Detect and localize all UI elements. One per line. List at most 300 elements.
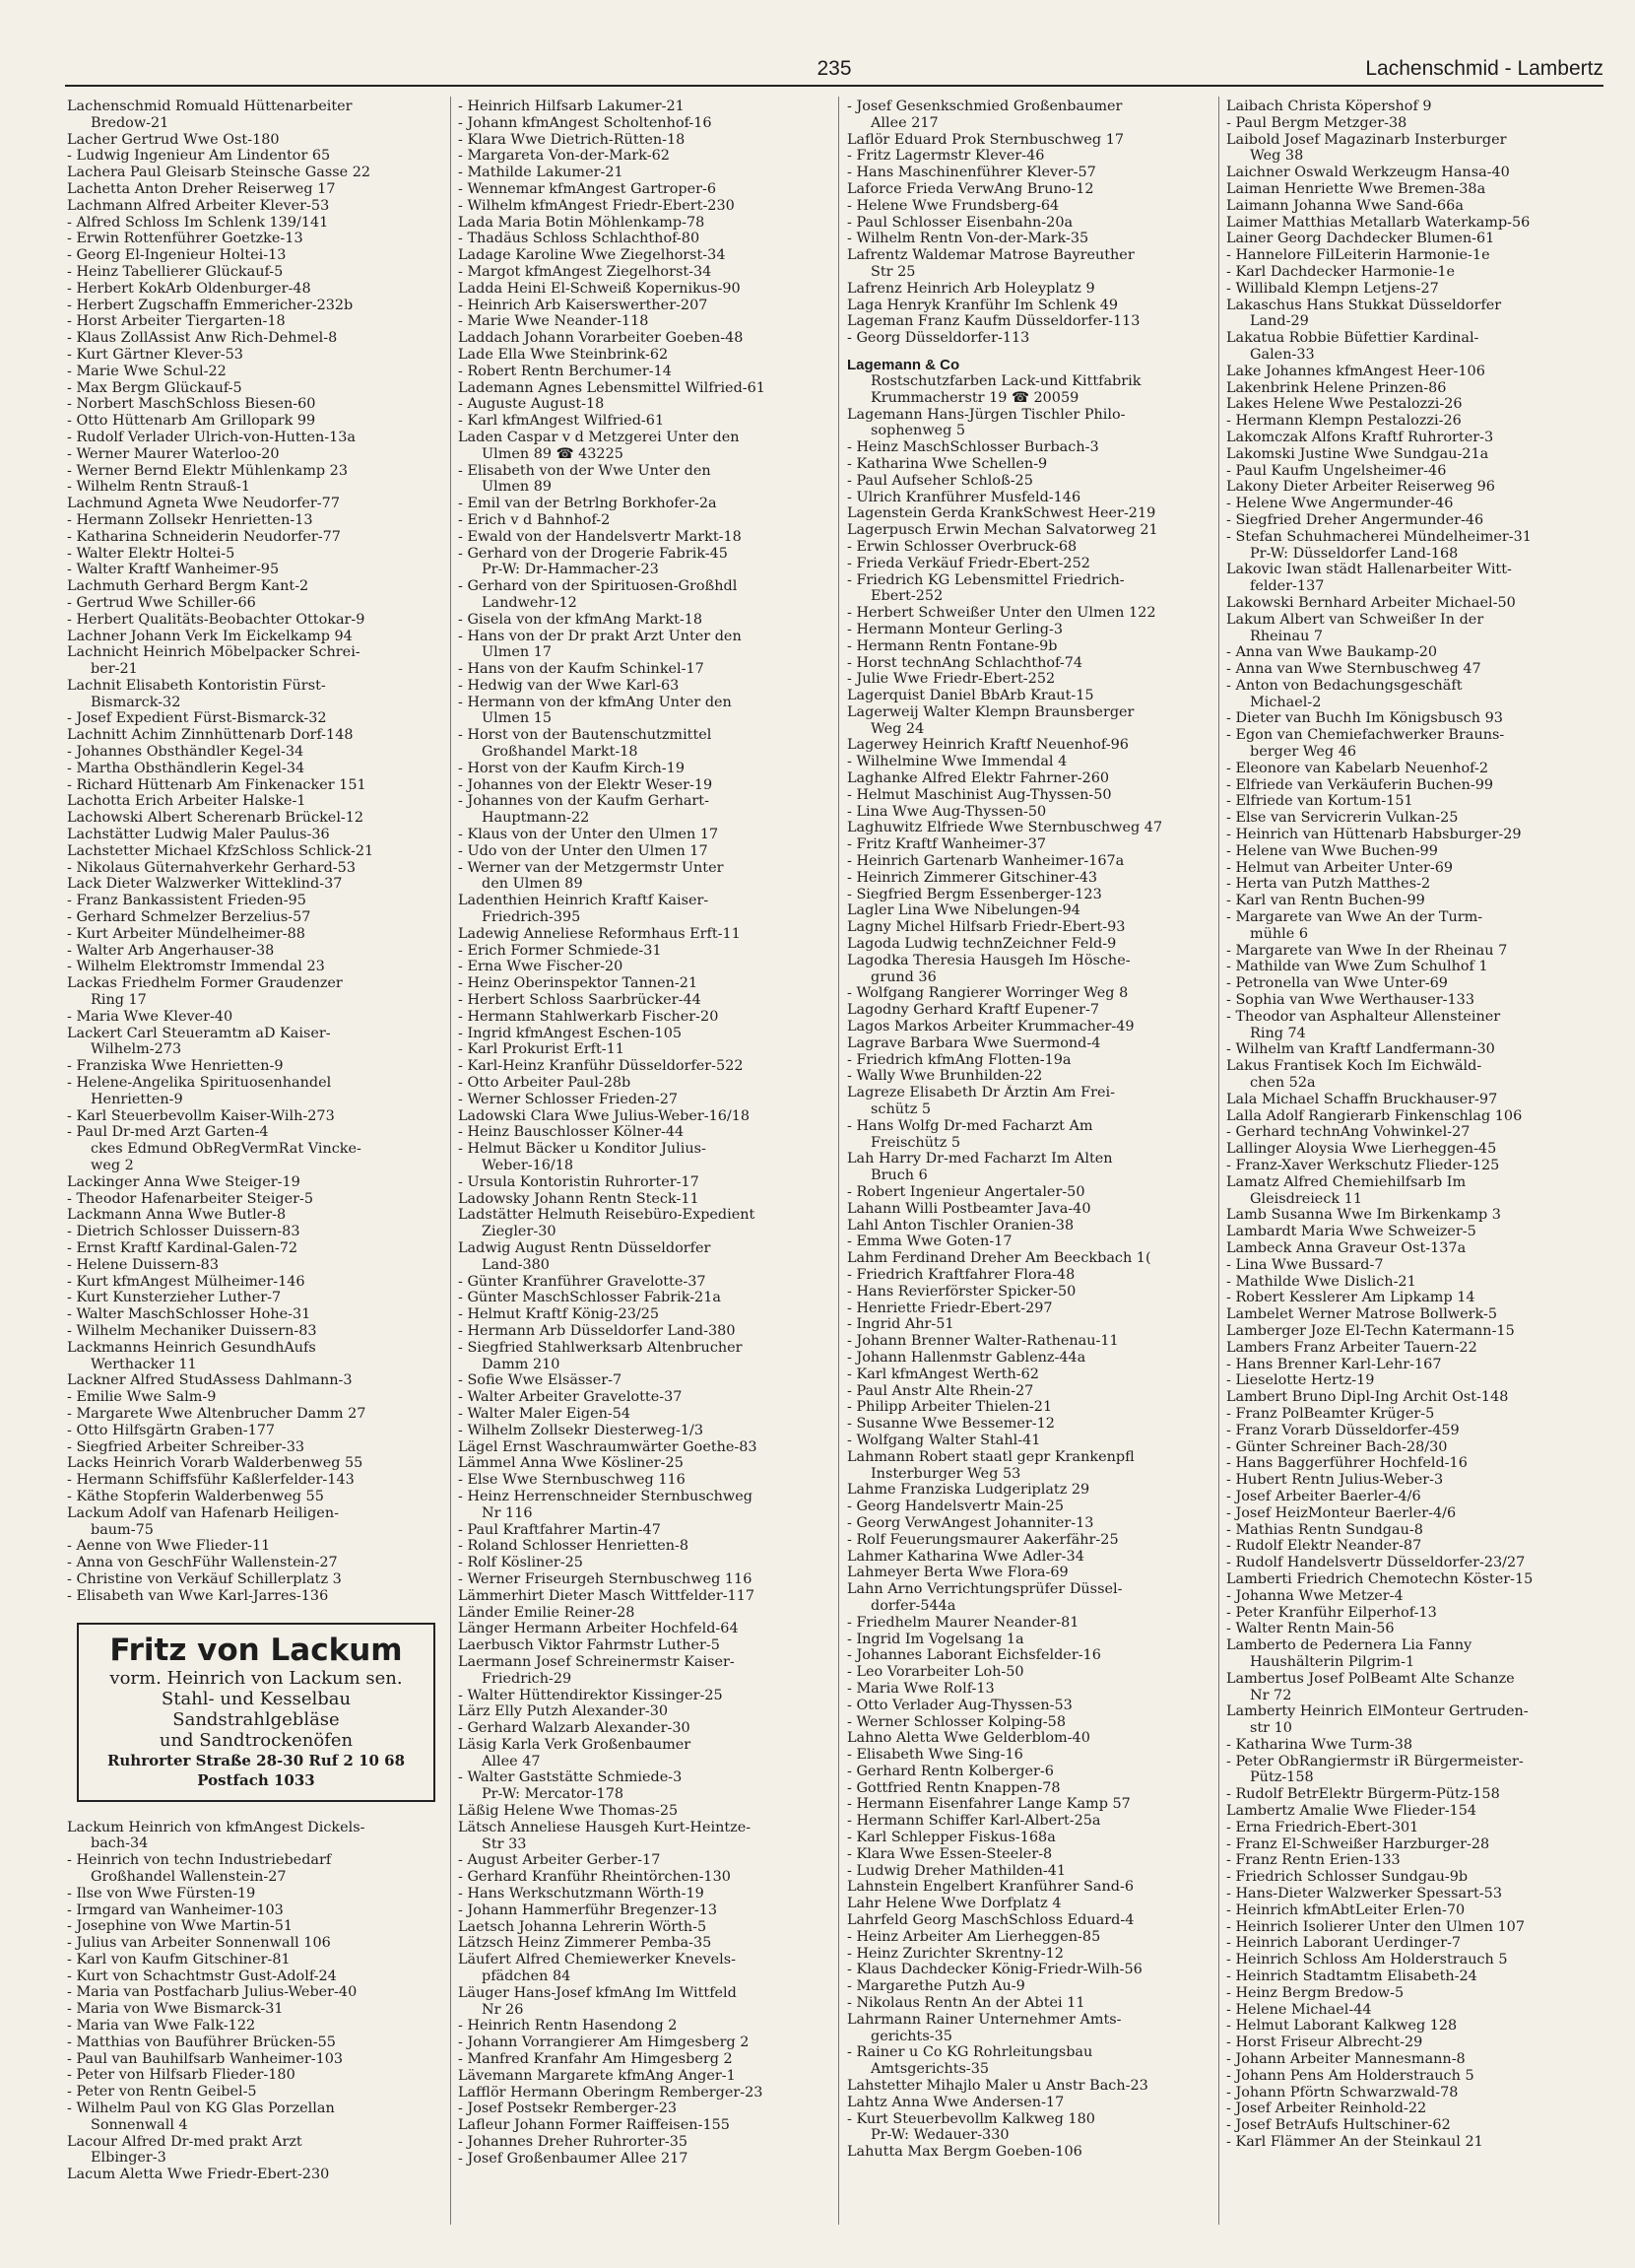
entry-text: - Katharina Wwe Schellen-9 xyxy=(847,456,1231,473)
directory-entry xyxy=(67,876,451,893)
entry-continuation: Bismarck-32 xyxy=(91,694,181,710)
entry-text: - Friedrich Schlosser Sundgau-9b xyxy=(1226,1869,1610,1886)
directory-entry xyxy=(458,1720,842,1737)
directory-entry xyxy=(67,1257,451,1274)
directory-entry xyxy=(458,99,842,115)
directory-entry xyxy=(1226,909,1610,943)
entry-text: Lärz Elly Putzh Alexander-30 xyxy=(458,1703,668,1720)
entry-text: Ladda Heini El-Schweiß Kopernikus-90 xyxy=(458,280,741,297)
entry-text: Lagodka Theresia Hausgeh Im Hösche- xyxy=(847,952,1131,968)
entry-text: - Walter Kraftf Wanheimer-95 xyxy=(67,562,451,578)
entry-text: - Friedrich Kraftfahrer Flora-48 xyxy=(847,1267,1231,1284)
entry-text: Lagerwey Heinrich Kraftf Neuenhof-96 xyxy=(847,737,1129,754)
directory-entry xyxy=(1226,2051,1610,2068)
directory-entry xyxy=(67,1224,451,1240)
directory-entry xyxy=(847,936,1231,953)
entry-text: - Wilhelm Rentn Strauß-1 xyxy=(67,479,451,496)
entry-text: Ladenthien Heinrich Kraftf Kaiser- xyxy=(458,893,709,909)
entry-text: Lakomczak Alfons Kraftf Ruhrorter-3 xyxy=(1226,429,1494,445)
directory-entry xyxy=(847,181,1231,198)
entry-continuation: Freischütz 5 xyxy=(871,1134,961,1151)
directory-entry xyxy=(458,1985,842,2019)
directory-entry xyxy=(458,1769,842,1803)
entry-text: - Horst von der Bautenschutzmittel xyxy=(458,727,842,744)
directory-entry xyxy=(1226,496,1610,512)
directory-entry xyxy=(67,1058,451,1075)
entry-text: Lambardt Maria Wwe Schweizer-5 xyxy=(1226,1224,1476,1240)
entry-text: Ladewig Anneliese Reformhaus Erft-11 xyxy=(458,925,741,942)
entry-continuation: den Ulmen 89 xyxy=(482,876,583,893)
directory-entry xyxy=(1226,1637,1610,1671)
directory-entry xyxy=(847,1350,1231,1367)
directory-entry xyxy=(847,198,1231,215)
entry-text: Lakomski Justine Wwe Sundgau-21a xyxy=(1226,445,1489,462)
entry-text: Lahtz Anna Wwe Andersen-17 xyxy=(847,2094,1065,2110)
directory-entry xyxy=(67,347,451,364)
entry-text: Lakenbrink Helene Prinzen-86 xyxy=(1226,379,1447,396)
directory-entry xyxy=(458,1009,842,1026)
directory-entry xyxy=(847,1433,1231,1449)
entry-text: - Heinz Arbeiter Am Lierheggen-85 xyxy=(847,1929,1231,1946)
entry-text: - Wilhelmine Wwe Immendal 4 xyxy=(847,754,1231,770)
directory-entry xyxy=(458,396,842,413)
entry-text: Lademann Agnes Lebensmittel Wilfried-61 xyxy=(458,379,765,396)
entry-text: Lambers Franz Arbeiter Tauern-22 xyxy=(1226,1339,1477,1356)
directory-entry xyxy=(847,1730,1231,1747)
entry-text: Lahmer Katharina Wwe Adler-34 xyxy=(847,1548,1084,1565)
entry-continuation: sophenweg 5 xyxy=(871,423,966,439)
directory-entry xyxy=(67,629,451,645)
entry-text: Lala Michael Schaffn Bruckhauser-97 xyxy=(1226,1091,1498,1107)
entry-text: - Martha Obsthändlerin Kegel-34 xyxy=(67,761,451,777)
entry-text: Lagemann Hans-Jürgen Tischler Philo- xyxy=(847,406,1126,423)
directory-entry xyxy=(458,313,842,330)
directory-entry xyxy=(1226,1340,1610,1357)
directory-entry xyxy=(1226,413,1610,430)
entry-continuation: Allee 217 xyxy=(871,114,939,131)
entry-text: Lambertus Josef PolBeamt Alte Schanze xyxy=(1226,1670,1515,1687)
directory-entry xyxy=(67,1306,451,1323)
directory-entry xyxy=(847,820,1231,836)
entry-text: - Hannelore FilLeiterin Harmonie-1e xyxy=(1226,247,1610,264)
directory-entry xyxy=(1226,115,1610,132)
entry-text: - Heinz Oberinspektor Tannen-21 xyxy=(458,975,842,992)
entry-text: - Hans Revierförster Spicker-50 xyxy=(847,1284,1231,1301)
entry-text: - Ursula Kontoristin Ruhrorter-17 xyxy=(458,1174,842,1191)
entry-text: - Wally Wwe Brunhilden-22 xyxy=(847,1068,1231,1085)
entry-text: - Karl Schlepper Fiskus-168a xyxy=(847,1830,1231,1846)
directory-entry xyxy=(67,595,451,612)
directory-entry xyxy=(847,704,1231,738)
entry-text: - Else van Servicrerin Vulkan-25 xyxy=(1226,810,1610,827)
column-1 xyxy=(67,99,451,2183)
entry-text: - Karl Flämmer An der Steinkaul 21 xyxy=(1226,2134,1610,2151)
entry-text: - Theodor Hafenarbeiter Steiger-5 xyxy=(67,1191,451,1208)
directory-entry xyxy=(1226,1952,1610,1968)
entry-text: - Johanna Wwe Metzer-4 xyxy=(1226,1588,1610,1605)
directory-entry xyxy=(1226,1058,1610,1092)
directory-entry xyxy=(458,1737,842,1770)
entry-text: - Karl kfmAngest Werth-62 xyxy=(847,1367,1231,1383)
entry-text: - Erich Former Schmiede-31 xyxy=(458,943,842,960)
entry-text: Ladwig August Rentn Düsseldorfer xyxy=(458,1239,711,1256)
directory-entry xyxy=(1226,396,1610,413)
entry-text: - Ludwig Dreher Mathilden-41 xyxy=(847,1863,1231,1880)
entry-text: - Anna von GeschFühr Wallenstein-27 xyxy=(67,1555,451,1571)
directory-entry xyxy=(1226,231,1610,247)
directory-entry xyxy=(1226,165,1610,181)
entry-text: - Maria van Wwe Falk-122 xyxy=(67,2018,451,2035)
entry-text: - Wilhelm Rentn Von-der-Mark-35 xyxy=(847,231,1231,247)
directory-entry xyxy=(458,1935,842,1952)
directory-entry xyxy=(67,1372,451,1389)
entry-text: - Fritz Lagermstr Klever-46 xyxy=(847,148,1231,165)
entry-text: - Rudolf Handelsvertr Düsseldorfer-23/27 xyxy=(1226,1555,1610,1571)
entry-text: Ladage Karoline Wwe Ziegelhorst-34 xyxy=(458,247,726,264)
entry-text: - Wennemar kfmAngest Gartroper-6 xyxy=(458,181,842,198)
entry-text: - Siegfried Bergm Essenberger-123 xyxy=(847,887,1231,903)
directory-entry xyxy=(67,1340,451,1373)
directory-entry xyxy=(1226,1786,1610,1803)
entry-text: Lahn Arno Verrichtungsprüfer Düssel- xyxy=(847,1581,1123,1598)
entry-text: - Karl Prokurist Erft-11 xyxy=(458,1041,842,1058)
entry-text: - Käthe Stopferin Walderbenweg 55 xyxy=(67,1489,451,1505)
entry-text: Lachnicht Heinrich Möbelpacker Schrei- xyxy=(67,644,360,661)
directory-entry xyxy=(67,1274,451,1291)
entry-text: Lamberger Joze El-Techn Katermann-15 xyxy=(1226,1322,1515,1339)
entry-text: Lacks Heinrich Vorarb Walderbenweg 55 xyxy=(67,1455,363,1472)
entry-text: - Wilhelm van Kraftf Landfermann-30 xyxy=(1226,1041,1610,1058)
entry-continuation: Wilhelm-273 xyxy=(91,1041,182,1058)
directory-entry xyxy=(847,556,1231,572)
directory-entry xyxy=(847,1250,1231,1267)
directory-entry xyxy=(1226,1306,1610,1323)
entry-text: - Peter von Hilfsarb Flieder-180 xyxy=(67,2067,451,2084)
entry-text: - Irmgard van Wanheimer-103 xyxy=(67,1902,451,1919)
entry-continuation: Pr-W: Mercator-178 xyxy=(482,1786,624,1803)
entry-text: Lacum Aletta Wwe Friedr-Ebert-230 xyxy=(67,2167,330,2183)
entry-continuation: Friedrich-29 xyxy=(482,1670,572,1687)
entry-text: - Heinz Bauschlosser Kölner-44 xyxy=(458,1124,842,1141)
directory-entry xyxy=(1226,612,1610,645)
directory-entry xyxy=(847,1218,1231,1234)
entry-continuation: Pr-W: Dr-Hammacher-23 xyxy=(482,562,659,578)
directory-entry xyxy=(1226,1041,1610,1058)
directory-entry xyxy=(67,1423,451,1439)
directory-entry xyxy=(1226,198,1610,215)
directory-entry xyxy=(458,430,842,463)
directory-entry xyxy=(847,605,1231,622)
directory-entry xyxy=(458,1092,842,1108)
directory-entry xyxy=(1226,992,1610,1009)
entry-text: Lahann Willi Postbeamter Java-40 xyxy=(847,1200,1091,1217)
entry-text: - August Arbeiter Gerber-17 xyxy=(458,1852,842,1869)
entry-text: - Nikolaus Güternahverkehr Gerhard-53 xyxy=(67,860,451,877)
directory-entry xyxy=(458,777,842,794)
directory-entry xyxy=(458,298,842,314)
directory-entry xyxy=(458,1323,842,1340)
directory-entry xyxy=(847,1333,1231,1350)
entry-text: - Hans Werkschutzmann Wörth-19 xyxy=(458,1886,842,1902)
entry-text: - Franz Rentn Erien-133 xyxy=(1226,1852,1610,1869)
entry-text: Laermann Josef Schreinermstr Kaiser- xyxy=(458,1653,735,1670)
entry-text: Lahnstein Engelbert Kranführer Sand-6 xyxy=(847,1879,1134,1896)
entry-text: Lagodny Gerhard Kraftf Eupener-7 xyxy=(847,1002,1100,1019)
directory-entry xyxy=(847,313,1231,330)
entry-text: - Franz-Xaver Werkschutz Flieder-125 xyxy=(1226,1158,1610,1174)
entry-text: Laghanke Alfred Elektr Fahrner-260 xyxy=(847,770,1110,787)
entry-text: - Georg VerwAngest Johanniter-13 xyxy=(847,1515,1231,1532)
directory-entry xyxy=(847,1035,1231,1052)
directory-entry xyxy=(1226,463,1610,480)
entry-text: - Rolf Kösliner-25 xyxy=(458,1555,842,1571)
entry-text: - Alfred Schloss Im Schlenk 139/141 xyxy=(67,215,451,232)
directory-entry xyxy=(1226,1538,1610,1555)
entry-text: Lahmann Robert staatl gepr Krankenpfl xyxy=(847,1448,1135,1465)
entry-continuation: chen 52a xyxy=(1250,1075,1316,1092)
entry-text: - Hermann Monteur Gerling-3 xyxy=(847,622,1231,638)
directory-entry xyxy=(458,1290,842,1306)
directory-entry xyxy=(1226,2035,1610,2051)
directory-entry xyxy=(458,1538,842,1555)
entry-text: Lack Dieter Walzwerker Witteklind-37 xyxy=(67,876,343,893)
directory-entry xyxy=(67,2051,451,2068)
entry-text: - Werner van der Metzgermstr Unter xyxy=(458,860,842,877)
entry-text: Laibach Christa Köpershof 9 xyxy=(1226,99,1432,114)
directory-entry xyxy=(67,231,451,247)
entry-text: - Klara Wwe Dietrich-Rütten-18 xyxy=(458,132,842,149)
directory-entry xyxy=(458,1852,842,1869)
entry-text: - Josef Gesenkschmied Großenbaumer xyxy=(847,99,1231,115)
directory-entry xyxy=(67,943,451,960)
directory-entry xyxy=(1226,1389,1610,1406)
entry-text: - Paul Anstr Alte Rhein-27 xyxy=(847,1383,1231,1400)
ad-address: Ruhrorter Straße 28-30 Ruf 2 10 68 xyxy=(106,1751,406,1769)
entry-text: Lagos Markos Arbeiter Krummacher-49 xyxy=(847,1019,1135,1035)
directory-entry xyxy=(1226,843,1610,860)
directory-entry xyxy=(67,761,451,777)
directory-entry xyxy=(458,247,842,264)
page-number: 235 xyxy=(817,57,852,80)
directory-entry xyxy=(458,1372,842,1389)
directory-entry xyxy=(458,181,842,198)
directory-entry xyxy=(458,1423,842,1439)
entry-text: - Gerhard Kranführ Rheintörchen-130 xyxy=(458,1869,842,1886)
entry-text: Lätzsch Heinz Zimmerer Pemba-35 xyxy=(458,1935,712,1952)
directory-entry xyxy=(458,2085,842,2101)
directory-entry xyxy=(458,1637,842,1654)
entry-text: - Walter MaschSchlosser Hohe-31 xyxy=(67,1306,451,1323)
entry-text: - Werner Bernd Elektr Mühlenkamp 23 xyxy=(67,463,451,480)
entry-text: Lambertz Amalie Wwe Flieder-154 xyxy=(1226,1803,1477,1820)
directory-entry xyxy=(847,1796,1231,1813)
directory-entry xyxy=(458,893,842,926)
entry-text: - Christine von Verkäuf Schillerplatz 3 xyxy=(67,1571,451,1588)
entry-text: - Horst Arbeiter Tiergarten-18 xyxy=(67,313,451,330)
directory-entry xyxy=(67,1505,451,1539)
entry-text: Lafflör Hermann Oberingm Remberger-23 xyxy=(458,2084,763,2101)
entry-text: Lahr Helene Wwe Dorfplatz 4 xyxy=(847,1896,1062,1912)
entry-text: - Hubert Rentn Julius-Weber-3 xyxy=(1226,1472,1610,1489)
directory-entry xyxy=(1226,99,1610,115)
entry-text: - Georg Düsseldorfer-113 xyxy=(847,330,1231,347)
directory-entry xyxy=(1226,1968,1610,1985)
directory-entry xyxy=(458,2035,842,2051)
entry-text: - Paul van Bauhilfsarb Wanheimer-103 xyxy=(67,2051,451,2068)
directory-entry xyxy=(847,1449,1231,1483)
directory-entry xyxy=(67,1174,451,1191)
directory-entry xyxy=(458,1803,842,1820)
entry-continuation: Pr-W: Wedauer-330 xyxy=(871,2127,1010,2144)
entry-text: Laerbusch Viktor Fahrmstr Luther-5 xyxy=(458,1637,720,1654)
entry-text: - Theodor van Asphalteur Allensteiner xyxy=(1226,1009,1610,1026)
entry-text: - Hermann Stahlwerkarb Fischer-20 xyxy=(458,1009,842,1026)
directory-entry xyxy=(847,1399,1231,1416)
directory-entry xyxy=(67,1538,451,1555)
directory-entry xyxy=(847,281,1231,298)
directory-entry xyxy=(458,1902,842,1919)
entry-text: Lade Ella Wwe Steinbrink-62 xyxy=(458,346,669,363)
directory-entry xyxy=(458,1207,842,1240)
entry-text: - Werner Schlosser Frieden-27 xyxy=(458,1092,842,1108)
entry-text: - Walter Elektr Holtei-5 xyxy=(67,546,451,563)
directory-entry xyxy=(847,688,1231,704)
entry-text: - Herbert Schweißer Unter den Ulmen 122 xyxy=(847,605,1231,622)
directory-entry xyxy=(67,1191,451,1208)
entry-text: Lamb Susanna Wwe Im Birkenkamp 3 xyxy=(1226,1207,1501,1224)
directory-entry xyxy=(1226,1141,1610,1158)
entry-text: - Johannes Dreher Ruhrorter-35 xyxy=(458,2134,842,2151)
directory-entry xyxy=(67,644,451,678)
directory-entry xyxy=(67,2134,451,2168)
entry-text: - Otto Verlader Aug-Thyssen-53 xyxy=(847,1698,1231,1714)
directory-entry xyxy=(1226,644,1610,661)
directory-entry xyxy=(67,99,451,132)
directory-entry xyxy=(67,1108,451,1125)
entry-continuation: Elbinger-3 xyxy=(91,2150,166,2167)
entry-text: Lacour Alfred Dr-med prakt Arzt xyxy=(67,2133,302,2150)
directory-entry xyxy=(1226,2085,1610,2101)
directory-entry xyxy=(847,902,1231,919)
entry-text: - Otto Arbeiter Paul-28b xyxy=(458,1075,842,1092)
entry-text: - Elfriede van Verkäuferin Buchen-99 xyxy=(1226,777,1610,794)
entry-text: Lahstetter Mihajlo Maler u Anstr Bach-23 xyxy=(847,2078,1148,2095)
entry-text: - Margareta Von-der-Mark-62 xyxy=(458,148,842,165)
entry-continuation: Pütz-158 xyxy=(1250,1769,1314,1786)
directory-entry xyxy=(458,860,842,894)
entry-text: - Heinrich Zimmerer Gitschiner-43 xyxy=(847,870,1231,887)
entry-text: - Josef BetrAufs Hultschiner-62 xyxy=(1226,2117,1610,2134)
directory-entry xyxy=(67,2001,451,2018)
entry-text: - Hans Wolfg Dr-med Facharzt Am xyxy=(847,1118,1231,1135)
directory-entry xyxy=(458,1588,842,1605)
directory-entry xyxy=(458,347,842,364)
directory-entry xyxy=(67,612,451,629)
entry-text: - Heinrich Schloss Am Holderstrauch 5 xyxy=(1226,1952,1610,1968)
directory-entry xyxy=(1226,1108,1610,1125)
directory-entry xyxy=(847,1664,1231,1681)
directory-entry xyxy=(847,439,1231,456)
entry-text: - Hans Brenner Karl-Lehr-167 xyxy=(1226,1357,1610,1373)
directory-entry xyxy=(847,671,1231,688)
entry-text: - Rainer u Co KG Rohrleitungsbau xyxy=(847,2044,1231,2061)
entry-text: - Hans-Dieter Walzwerker Spessart-53 xyxy=(1226,1886,1610,1902)
entry-text: - Herbert Qualitäts-Beobachter Ottokar-9 xyxy=(67,612,451,629)
entry-text: - Horst technAng Schlachthof-74 xyxy=(847,655,1231,672)
entry-continuation: Werthacker 11 xyxy=(91,1356,197,1372)
entry-text: - Helmut Laborant Kalkweg 128 xyxy=(1226,2018,1610,2035)
directory-entry xyxy=(1226,959,1610,975)
directory-entry xyxy=(1226,281,1610,298)
directory-entry xyxy=(458,231,842,247)
directory-entry xyxy=(67,380,451,397)
directory-entry xyxy=(458,380,842,397)
entry-text: - Werner Friseurgeh Sternbuschweg 116 xyxy=(458,1571,842,1588)
entry-text: - Georg Handelsvertr Main-25 xyxy=(847,1499,1231,1515)
directory-entry xyxy=(1226,380,1610,397)
entry-continuation: baum-75 xyxy=(91,1521,154,1538)
entry-continuation: Henrietten-9 xyxy=(91,1091,183,1107)
entry-text: - Josef Expedient Fürst-Bismarck-32 xyxy=(67,710,451,727)
entry-text: - Peter ObRangiermstr iR Bürgermeister- xyxy=(1226,1754,1610,1770)
entry-text: Lätsch Anneliese Hausgeh Kurt-Heintze- xyxy=(458,1819,752,1835)
directory-entry xyxy=(847,2144,1231,2161)
directory-entry xyxy=(847,919,1231,936)
entry-text: Lackner Alfred StudAssess Dahlmann-3 xyxy=(67,1372,353,1389)
directory-entry xyxy=(458,727,842,761)
entry-text: Lagerweij Walter Klempn Braunsberger xyxy=(847,703,1135,720)
directory-entry xyxy=(67,1918,451,1935)
directory-entry xyxy=(67,1984,451,2001)
directory-entry xyxy=(67,298,451,314)
entry-text: - Hermann Schiffsführ Kaßlerfelder-143 xyxy=(67,1472,451,1489)
entry-text: Lagenstein Gerda KrankSchwest Heer-219 xyxy=(847,505,1156,522)
entry-continuation: Ebert-252 xyxy=(871,588,944,605)
entry-text: - Dietrich Schlosser Duissern-83 xyxy=(67,1224,451,1240)
entry-continuation: Pr-W: Düsseldorfer Land-168 xyxy=(1250,545,1459,562)
directory-entry xyxy=(1226,710,1610,727)
directory-entry xyxy=(458,629,842,662)
directory-entry xyxy=(1226,893,1610,909)
entry-text: - Helmut Kraftf König-23/25 xyxy=(458,1306,842,1323)
entry-text: - Kurt Arbeiter Mündelheimer-88 xyxy=(67,926,451,943)
directory-entry xyxy=(458,1026,842,1042)
directory-entry xyxy=(1226,1985,1610,2002)
directory-entry xyxy=(458,1886,842,1902)
entry-text: - Katharina Schneiderin Neudorfer-77 xyxy=(67,529,451,546)
entry-text: - Paul Aufseher Schloß-25 xyxy=(847,473,1231,490)
entry-continuation: Ring 17 xyxy=(91,992,147,1009)
directory-entry xyxy=(847,1549,1231,1566)
directory-entry xyxy=(67,1439,451,1456)
directory-entry xyxy=(458,148,842,165)
ad-line: und Sandtrockenöfen xyxy=(159,1729,354,1751)
entry-text: Lachotta Erich Arbeiter Halske-1 xyxy=(67,793,306,810)
directory-entry xyxy=(458,1820,842,1853)
directory-entry xyxy=(847,1532,1231,1549)
directory-entry xyxy=(67,2084,451,2101)
entry-text: Laddach Johann Vorarbeiter Goeben-48 xyxy=(458,330,744,347)
entry-text: Lachetta Anton Dreher Reiserweg 17 xyxy=(67,180,336,197)
column-3 xyxy=(847,99,1231,2161)
entry-text: Lägel Ernst Waschraumwärter Goethe-83 xyxy=(458,1438,757,1455)
entry-text: - Josef Großenbaumer Allee 217 xyxy=(458,2151,842,2168)
entry-text: - Heinrich Gartenarb Wanheimer-167a xyxy=(847,853,1231,870)
directory-entry xyxy=(67,777,451,794)
entry-text: - Johannes von der Elektr Weser-19 xyxy=(458,777,842,794)
entry-text: - Heinrich van Hüttenarb Habsburger-29 xyxy=(1226,827,1610,843)
directory-entry xyxy=(458,1605,842,1622)
